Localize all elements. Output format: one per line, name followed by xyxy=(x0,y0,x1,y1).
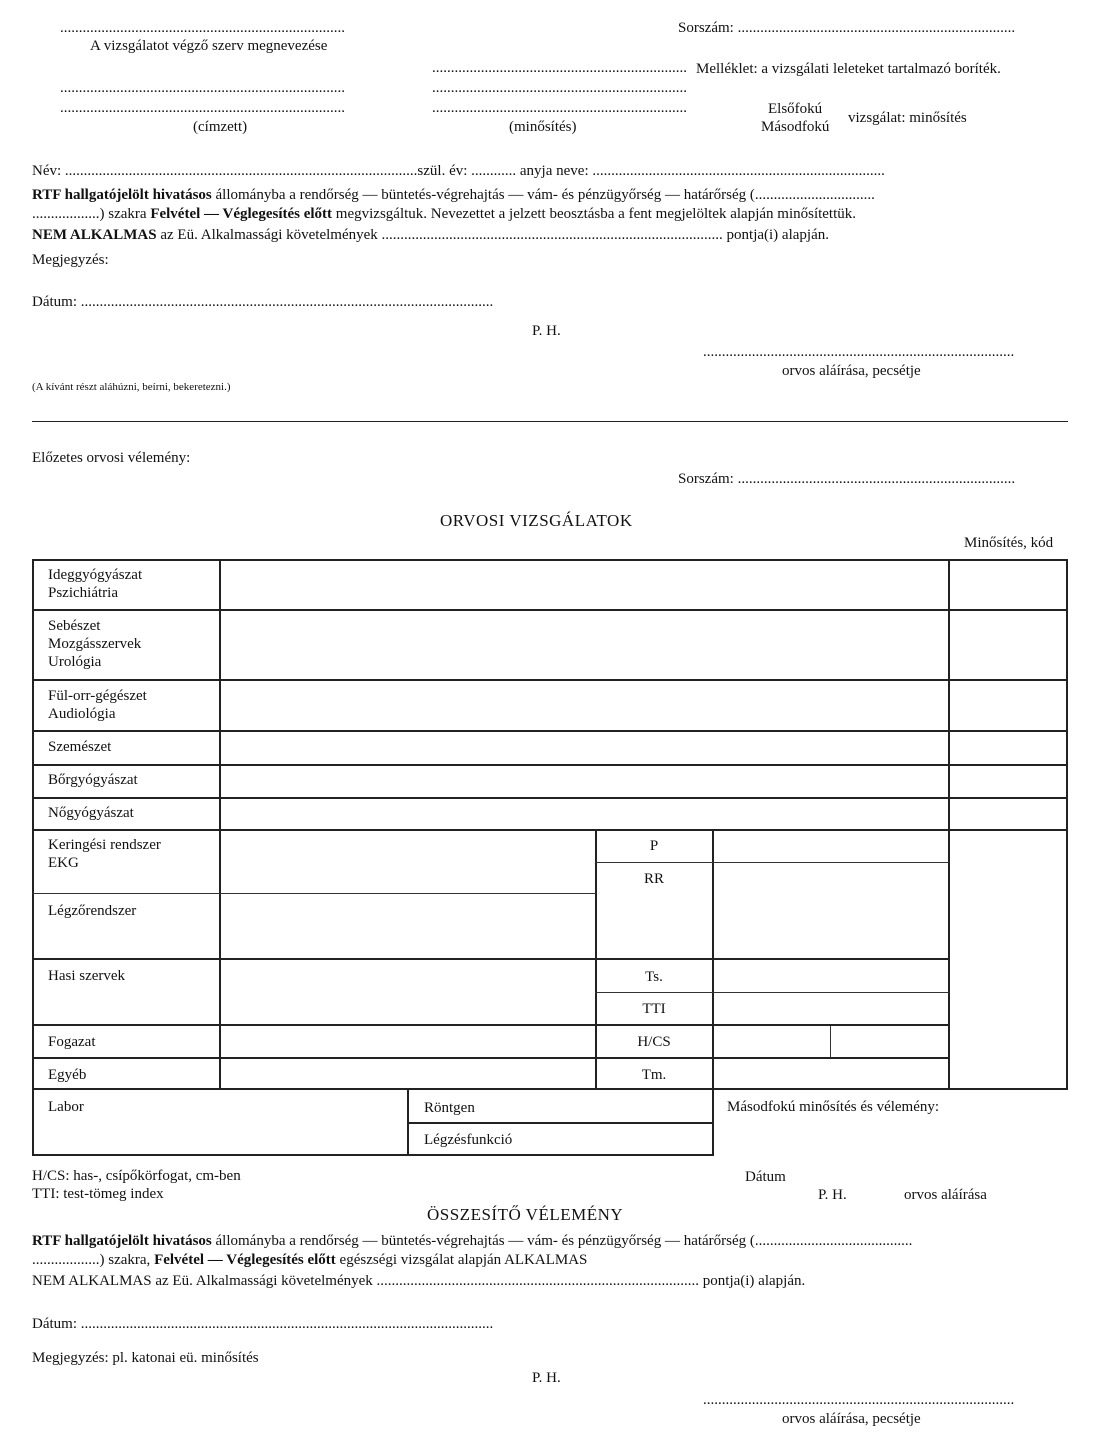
specialty-dots: ..................) szakra xyxy=(32,206,147,222)
signature-label: orvos aláírása, pecsétje xyxy=(782,363,921,379)
second-level-opinion-label: Másodfokú minősítés és vélemény: xyxy=(727,1099,940,1115)
org-name-dots[interactable]: ............................................................................ xyxy=(60,20,345,36)
row-divider-2 xyxy=(32,679,1068,681)
row-label-ent: Fül-orr-gégészet Audiológia xyxy=(48,688,147,722)
serial-number-top[interactable]: Sorszám: .......................................................................... xyxy=(678,20,1016,36)
rtf-candidate-text: állományba a rendőrség — büntetés-végrehajtás — vám- és pénzügyőrség — határőrség (................................ xyxy=(215,187,875,203)
name-birth-mother-line[interactable]: Név: ..............................................................................................szül. év: ............ anyja neve: .............................................................................. xyxy=(32,163,885,179)
lung-function-label: Légzésfunkció xyxy=(424,1132,513,1148)
qualification-dots-3[interactable]: .................................................................... xyxy=(432,100,687,116)
tti-footnote: TTI: test-tömeg index xyxy=(32,1186,164,1202)
summary-signature-label: orvos aláírása, pecsétje xyxy=(782,1411,921,1427)
code-col-divider xyxy=(948,559,950,1090)
cardio-divider xyxy=(32,893,596,894)
second-level-stamp: P. H. xyxy=(818,1187,847,1203)
admission-bold: Felvétel — Véglegesítés előtt xyxy=(150,206,333,222)
summary-remark: Megjegyzés: pl. katonai eü. minősítés xyxy=(32,1350,259,1366)
addressee-dots-1[interactable]: ............................................................................ xyxy=(60,80,345,96)
xray-label: Röntgen xyxy=(424,1100,475,1116)
hcs-footnote: H/CS: has-, csípőkörfogat, cm-ben xyxy=(32,1168,241,1184)
signature-dots[interactable]: ................................................................................... xyxy=(703,344,1015,360)
unfit-line[interactable] xyxy=(32,227,829,244)
measure-tti: TTI xyxy=(642,1001,666,1017)
addressee-dots-2[interactable]: ............................................................................ xyxy=(60,100,345,116)
summary-admission-bold: Felvétel — Véglegesítés előtt xyxy=(154,1252,336,1268)
summary-signature-dots[interactable]: ................................................................................... xyxy=(703,1392,1015,1408)
qualification-dots-1[interactable]: .................................................................... xyxy=(432,60,687,76)
summary-rtf-text: állományba a rendőrség — büntetés-végrehajtás — vám- és pénzügyőrség — határőrség (.......................................... xyxy=(215,1233,913,1249)
qualification-label: (minősítés) xyxy=(509,119,577,135)
unfit-bold: NEM ALKALMAS xyxy=(32,227,157,243)
summary-rtf-bold: RTF hallgatójelölt hivatásos xyxy=(32,1233,212,1249)
measure-rr: RR xyxy=(643,871,664,887)
row-label-cardio: Keringési rendszer EKG xyxy=(48,837,161,871)
measure-p: P xyxy=(649,838,659,854)
row-divider-6 xyxy=(32,829,1068,831)
row-divider-1 xyxy=(32,609,1068,611)
labor-label: Labor xyxy=(48,1099,84,1115)
abdomen-divider xyxy=(32,1024,949,1026)
section-divider xyxy=(32,421,1068,422)
qualification-dots-2[interactable]: .................................................................... xyxy=(432,80,687,96)
remark-label: Megjegyzés: xyxy=(32,252,109,268)
second-level-date[interactable]: Dátum xyxy=(745,1169,786,1185)
addressee-label: (címzett) xyxy=(193,119,248,135)
row-label-neuro: Ideggyógyászat Pszichiátria xyxy=(48,567,143,601)
unfit-text: az Eü. Alkalmassági követelmények ........................................................................................... pontja(i) alapján. xyxy=(160,227,829,243)
summary-title: ÖSSZESÍTŐ VÉLEMÉNY xyxy=(427,1205,624,1224)
measure-tm: Tm. xyxy=(641,1067,667,1083)
rtf-candidate-bold: RTF hallgatójelölt hivatásos xyxy=(32,187,212,203)
stamp-label: P. H. xyxy=(532,323,561,339)
preliminary-opinion-label: Előzetes orvosi vélemény: xyxy=(32,450,191,466)
measure-hcs: H/CS xyxy=(637,1034,671,1050)
xray-divider xyxy=(407,1122,714,1124)
exams-title: ORVOSI VIZSGÁLATOK xyxy=(440,511,633,530)
second-level-signature[interactable]: orvos aláírása xyxy=(904,1187,987,1203)
row-label-abdomen: Hasi szervek xyxy=(48,968,126,984)
row-label-other: Egyéb xyxy=(48,1067,87,1083)
date-line[interactable]: Dátum: .............................................................................................................. xyxy=(32,294,494,310)
row-divider-4 xyxy=(32,764,1068,766)
summary-specialty-dots: ..................) szakra, xyxy=(32,1252,151,1268)
second-level-label[interactable]: Másodfokú xyxy=(761,119,830,135)
hcs-split xyxy=(830,1024,831,1057)
summary-fit-text: egészségi vizsgálat alapján ALKALMAS xyxy=(339,1252,588,1268)
examined-text: megvizsgáltuk. Nevezettet a jelzett beosztásba a fent megjelöltek alapján minősítettük. xyxy=(335,206,857,222)
row-label-respiratory: Légzőrendszer xyxy=(48,903,137,919)
row-label-gynecology: Nőgyógyászat xyxy=(48,805,134,821)
resp-divider xyxy=(32,958,949,960)
label-col-divider-top xyxy=(219,559,221,829)
row-label-ophthalmology: Szemészet xyxy=(48,739,112,755)
org-name-label: A vizsgálatot végző szerv megnevezése xyxy=(90,38,328,54)
rtf-candidate-line[interactable] xyxy=(32,187,875,204)
row-label-dermatology: Bőrgyógyászat xyxy=(48,772,138,788)
instruction-note: (A kívánt részt aláhúzni, beírni, bekeretezni.) xyxy=(32,381,231,393)
ts-divider xyxy=(595,992,949,993)
first-level-label[interactable]: Elsőfokú xyxy=(768,101,823,117)
row-label-surgery: Sebészet Mozgásszervek Urológia xyxy=(48,618,142,670)
summary-specialty-line[interactable] xyxy=(32,1252,587,1269)
row-divider-3 xyxy=(32,730,1068,732)
row-divider-5 xyxy=(32,797,1068,799)
measure-ts: Ts. xyxy=(645,969,663,985)
qualification-code-label: Minősítés, kód xyxy=(964,535,1054,551)
p-divider xyxy=(595,862,949,863)
summary-stamp: P. H. xyxy=(532,1370,561,1386)
specialty-line[interactable] xyxy=(32,206,856,223)
serial-number-bottom[interactable]: Sorszám: .......................................................................... xyxy=(678,471,1016,487)
attachment-note: Melléklet: a vizsgálati leleteket tartalmazó boríték. xyxy=(696,61,1001,77)
teeth-divider xyxy=(32,1057,949,1059)
exam-table-border xyxy=(32,559,1068,1090)
row-label-teeth: Fogazat xyxy=(48,1034,96,1050)
exam-qualification-label: vizsgálat: minősítés xyxy=(848,110,967,126)
summary-unfit-line[interactable]: NEM ALKALMAS az Eü. Alkalmassági követelmények ...................................................................................... pontja(i) alapján. xyxy=(32,1273,806,1289)
summary-rtf-line[interactable] xyxy=(32,1233,912,1250)
summary-date-line[interactable]: Dátum: .............................................................................................................. xyxy=(32,1316,494,1332)
